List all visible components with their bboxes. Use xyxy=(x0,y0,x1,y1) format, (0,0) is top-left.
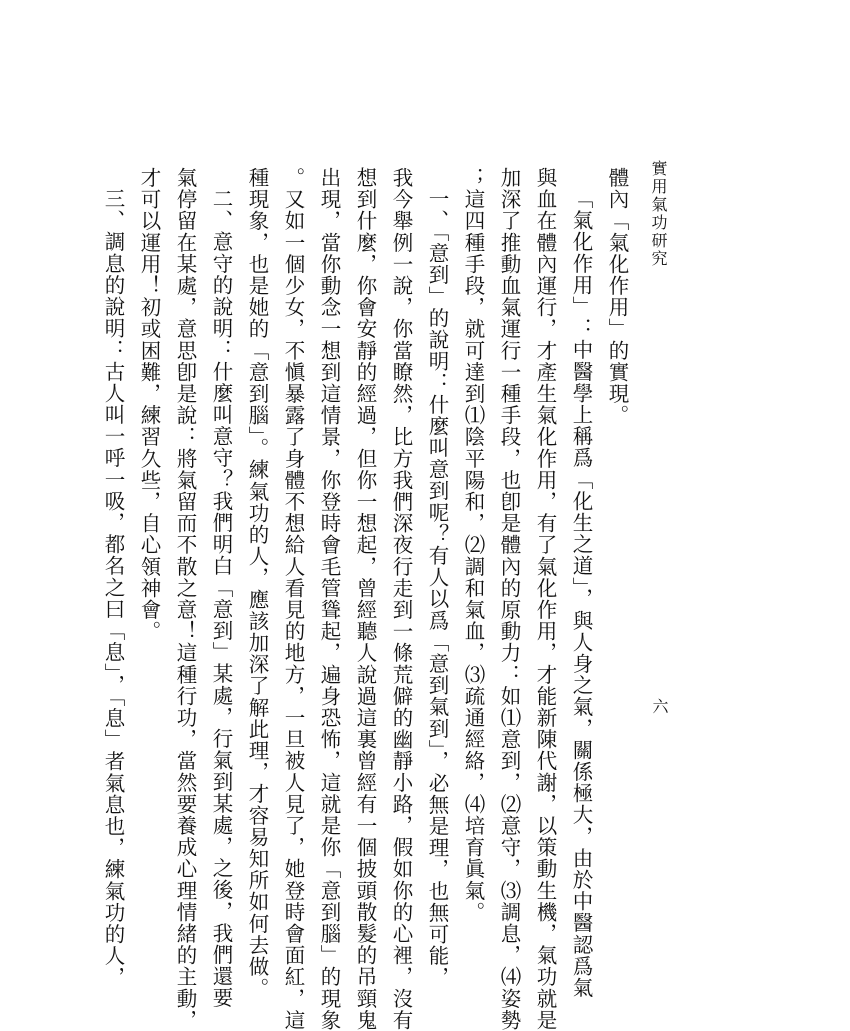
text-line: 「氣化作用」：中醫學上稱爲「化生之道」，與人身之氣，關係極大，由於中醫認爲氣 xyxy=(569,188,593,999)
text-line: 一、「意到」的說明：什麼叫意到呢？有人以爲「意到氣到」，必無是理，也無可能， xyxy=(425,188,449,989)
text-line: ；這四種手段，就可達到⑴陰平陽和，⑵調和氣血，⑶疏通經絡，⑷培育眞氣。 xyxy=(461,167,485,923)
text-line: 。又如一個少女，不愼暴露了身體不想給人看見的地方，一旦被人見了，她登時會面紅，這 xyxy=(281,167,305,1031)
text-line: 三、調息的說明：古人叫一呼一吸，都名之曰「息」，「息」者氣息也，練氣功的人， xyxy=(101,188,125,989)
text-line: 想到什麼，你會安靜的經過，但你一想起，曾經聽人說過這裏曾經有一個披頭散髮的吊頸鬼 xyxy=(353,167,377,1031)
text-line: 加深了推動血氣運行一種手段，也卽是體內的原動力：如⑴意到，⑵意守，⑶調息，⑷姿勢 xyxy=(497,167,521,1031)
text-line: 與血在體內運行，才產生氣化作用，有了氣化作用，才能新陳代謝，以策動生機，氣功就是 xyxy=(533,167,557,1031)
text-line: 出現，當你動念一想到這情景，你登時會毛管聳起，遍身恐怖，這就是你「意到腦」的現象 xyxy=(317,167,341,1031)
text-line: 我今舉例一說，你當瞭然，比方我們深夜行走到一條荒僻的幽靜小路，假如你的心裡，沒有 xyxy=(389,167,413,1031)
text-line: 氣停留在某處，意思卽是說：將氣留而不散之意！這種行功，當然要養成心理情緒的主動， xyxy=(173,167,197,1031)
page-number: 六 xyxy=(650,698,669,714)
text-line: 才可以運用！初或困難，練習久些，自心領神會。 xyxy=(137,167,161,643)
text-line: 體內「氣化作用」的實現。 xyxy=(605,167,629,427)
text-line: 二、意守的說明：什麼叫意守？我們明白「意到」某處，行氣到某處，之後，我們還要 xyxy=(209,188,233,1009)
running-head: 實用氣功研究 xyxy=(649,160,668,268)
text-line: 種現象，也是她的「意到腦」。練氣功的人，應該加深了解此理，才容易知所如何去做。 xyxy=(245,167,269,1000)
